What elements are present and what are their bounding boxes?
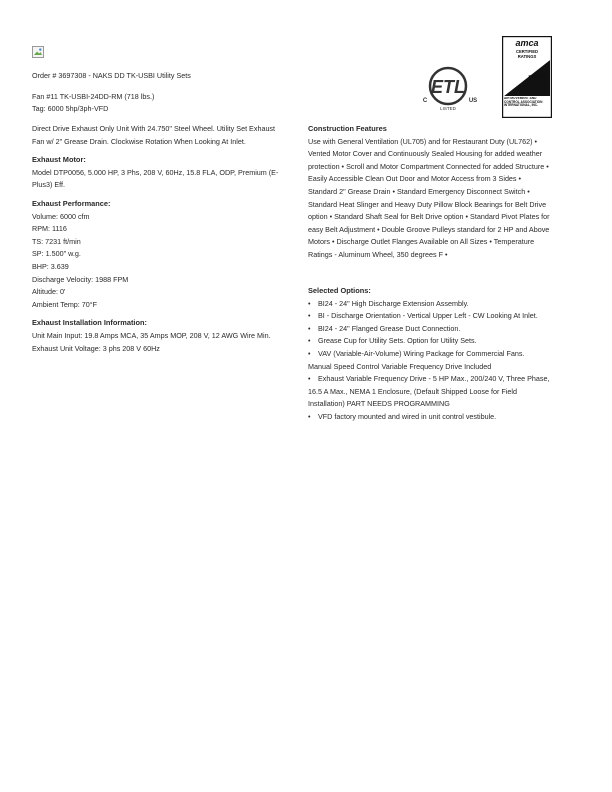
construction-text: Use with General Ventilation (UL705) and for Restaurant Duty (UL762) • Vented Motor Cover and Continuously Sealed Housing for added weather protection • Scroll and Motor Compartment Connected for added Structure • Easily Accessible Clean Out Door and Motor Access from 3 Sides • Standard 2" Grease Drain • Standard Emergency Disconnect Switch • Standard Heat Slinger and Heavy Duty Pillow Block Bearings for Belt Drive option • Standard Shaft Seal for Belt Drive option • Standard Pivot Plates for easy Belt Adjustment • Double Groove Pulleys standard for 2 HP and Above Motors • Discharge Outlet Flanges Available on All Sizes • Temperature Ratings - Aluminum Wheel, 350 degrees F • [308, 136, 550, 259]
performance-rpm: RPM: 1116 [32, 224, 67, 234]
options-list [308, 298, 550, 424]
installation-unit-voltage: Exhaust Unit Voltage: 3 phs 208 V 60Hz [32, 343, 160, 353]
options-section [308, 285, 550, 424]
svg-text:CERTIFIED: CERTIFIED [515, 49, 539, 54]
left-column [32, 123, 282, 355]
etl-listed-logo [416, 60, 480, 114]
installation-main-input: Unit Main Input: 19.8 Amps MCA, 35 Amps MOP, 208 V, 12 AWG Wire Min. [32, 330, 271, 340]
performance-ambient-temp: Ambient Temp: 70°F [32, 299, 98, 309]
performance-altitude: Altitude: 0' [32, 287, 66, 297]
amca-certified-logo: amca CERTIFIED RATINGS SOUND + AIR AIR MOVEMENT AND CONTROL ASSOCIATION INTERNATIONAL, INC. [502, 36, 552, 118]
performance-volume: Volume: 6000 cfm [32, 211, 90, 221]
list-item: • Exhaust Variable Frequency Drive - 5 HP Max., 200/240 V, Three Phase, 16.5 A Max., NEMA 1 Enclosure, (Default Shipped Loose for Field Installation) PART NEEDS PROGRAMMING [308, 374, 550, 409]
exhaust-performance-heading: Exhaust Performance: [32, 198, 111, 208]
svg-text:+: + [534, 82, 538, 86]
svg-text:C: C [422, 98, 428, 104]
performance-discharge-velocity: Discharge Velocity: 1988 FPM [32, 274, 129, 284]
order-line: Order # 3697308 - NAKS DD TK-USBI Utility Sets [32, 71, 191, 80]
construction-heading: Construction Features [308, 124, 387, 133]
svg-text:amca: amca [515, 38, 539, 48]
svg-text:LISTED: LISTED [440, 106, 456, 111]
list-item: • BI24 - 24" Flanged Grease Duct Connection. [308, 323, 461, 333]
performance-bhp: BHP: 3.639 [32, 261, 69, 271]
list-item: • BI - Discharge Orientation - Vertical Upper Left - CW Looking At Inlet. [308, 311, 538, 321]
performance-ts: TS: 7231 ft/min [32, 236, 81, 246]
unit-description: Direct Drive Exhaust Only Unit With 24.750" Steel Wheel. Utility Set Exhaust Fan w/ 2" Grease Drain. Clockwise Rotation When Looking At Inlet. [32, 124, 276, 146]
installation-heading: Exhaust Installation Information: [32, 318, 147, 328]
tag-line: Tag: 6000 5hp/3ph-VFD [32, 104, 109, 113]
list-item: • BI24 - 24" High Discharge Extension Assembly. [308, 298, 469, 308]
exhaust-motor-heading: Exhaust Motor: [32, 155, 86, 165]
fan-line: Fan #11 TK-USBI-24DD-RM (718 lbs.) [32, 92, 155, 101]
svg-text:AIR: AIR [532, 87, 540, 92]
performance-sp: SP: 1.500" w.g. [32, 249, 81, 259]
svg-text:ETL: ETL [431, 77, 465, 97]
exhaust-motor-text: Model DTP0056, 5.000 HP, 3 Phs, 208 V, 60Hz, 15.8 FLA, ODP, Premium (E-Plus3) Eff. [32, 167, 279, 190]
svg-text:SOUND: SOUND [528, 74, 544, 79]
list-item: • Grease Cup for Utility Sets. Option for Utility Sets. [308, 336, 477, 346]
list-item: • VAV (Variable-Air-Volume) Wiring Package for Commercial Fans. Manual Speed Control Variable Frequency Drive Included [308, 348, 525, 371]
svg-text:RATINGS: RATINGS [517, 54, 537, 59]
svg-text:US: US [468, 98, 478, 104]
right-column [308, 123, 550, 262]
broken-image-icon [32, 46, 44, 58]
list-item: • VFD factory mounted and wired in unit control vestibule. [308, 411, 497, 421]
options-heading: Selected Options: [308, 286, 371, 295]
